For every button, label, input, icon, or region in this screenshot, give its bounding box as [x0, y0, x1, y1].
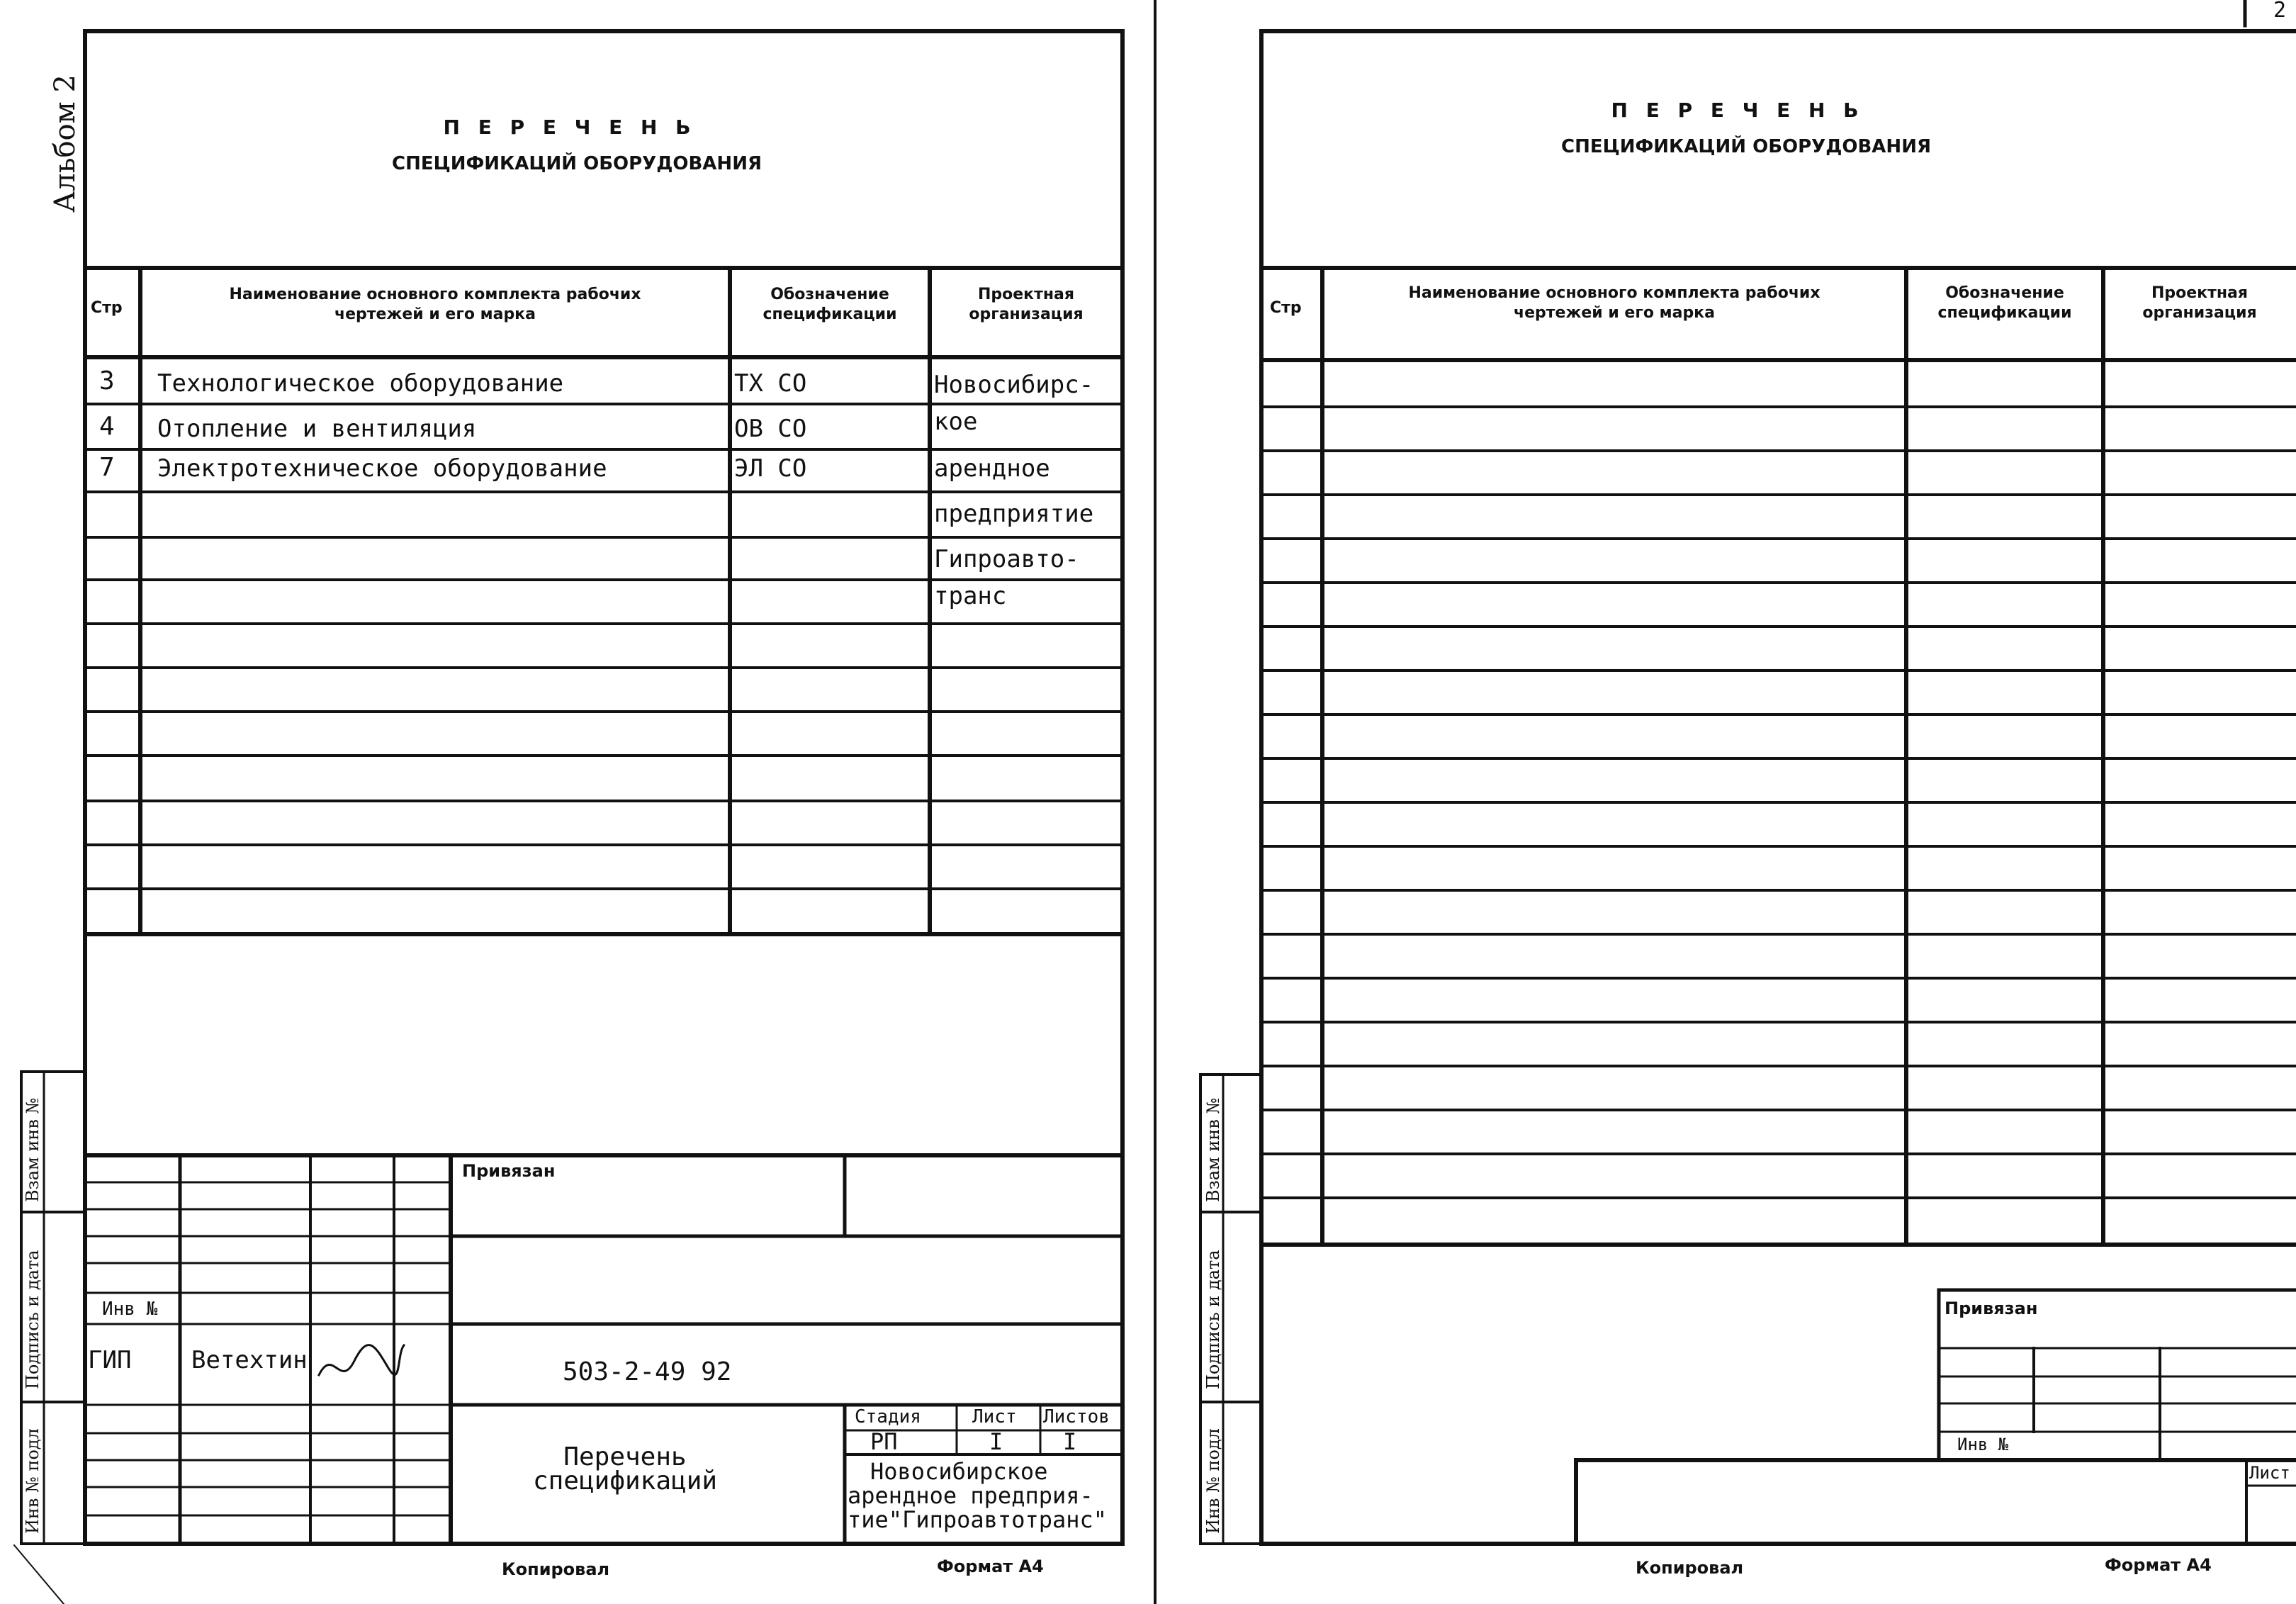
- header-code: [1906, 284, 2103, 323]
- header-page: Стр: [91, 299, 123, 317]
- org-line: транс: [934, 582, 1007, 610]
- sheet-subtitle: СПЕЦИФИКАЦИЙ ОБОРУДОВАНИЯ: [1561, 136, 1931, 157]
- stamp-doc-title-line2: спецификаций: [532, 1466, 718, 1496]
- footer-format: Формат А4: [2105, 1555, 2212, 1575]
- side-label-podpis: Подпись и дата: [1203, 1250, 1223, 1389]
- stamp-inv-no: Инв №: [102, 1299, 158, 1320]
- sheet-subtitle: СПЕЦИФИКАЦИЙ ОБОРУДОВАНИЯ: [392, 153, 762, 174]
- stamp-privyazan: Привязан: [462, 1161, 556, 1181]
- stamp-role: ГИП: [88, 1346, 132, 1374]
- stamp-inv-no: Инв №: [1957, 1435, 2009, 1454]
- footer-copied: Копировал: [502, 1559, 610, 1579]
- header-name-line1: Наименование основного комплекта рабочих: [229, 286, 641, 303]
- side-label-vzam: Взам инв №: [23, 1097, 43, 1202]
- footer-format: Формат А4: [937, 1557, 1044, 1576]
- row-name: Отопление и вентиляция: [157, 415, 477, 443]
- row-page: 3: [99, 366, 115, 396]
- stamp-org-line1: Новосибирское: [870, 1458, 1048, 1485]
- header-name-line1: Наименование основного комплекта рабочих: [1408, 284, 1821, 302]
- row-code: ТХ СО: [734, 369, 807, 398]
- row-name: Электротехническое оборудование: [157, 454, 607, 483]
- side-label-inv-podl: Инв № подл: [23, 1428, 43, 1534]
- stamp-stage-label: Стадия: [855, 1406, 921, 1428]
- sheet-title: П Е Р Е Ч Е Н Ь: [1611, 99, 1864, 122]
- header-code-line2: спецификации: [762, 305, 897, 323]
- stamp-org-line2: арендное предприя-: [848, 1482, 1093, 1509]
- stamp-sheet: I: [989, 1428, 1003, 1455]
- header-page: Стр: [1270, 299, 1302, 317]
- org-line: предприятие: [934, 500, 1094, 528]
- corner-number: 2: [2273, 0, 2287, 23]
- stamp-sheets-label: Листов: [1043, 1406, 1110, 1428]
- header-code: [730, 285, 930, 325]
- stamp-list-label: Лист: [2249, 1463, 2290, 1483]
- header-org: [930, 285, 1122, 325]
- side-label-inv-podl: Инв № подл: [1203, 1428, 1223, 1534]
- org-line: Новосибирс-: [934, 371, 1094, 399]
- row-page: 7: [99, 453, 115, 482]
- side-label-vzam: Взам инв №: [1203, 1097, 1223, 1202]
- side-label-podpis: Подпись и дата: [23, 1250, 43, 1389]
- header-org-line2: организация: [2142, 304, 2257, 322]
- header-code-line2: спецификации: [1937, 304, 2072, 322]
- header-org: [2103, 284, 2296, 323]
- header-name: [140, 285, 730, 325]
- header-code-line1: Обозначение: [770, 286, 889, 303]
- footer-copied: Копировал: [1636, 1558, 1744, 1578]
- org-line: арендное: [934, 454, 1050, 483]
- row-code: ЭЛ СО: [734, 454, 807, 483]
- header-name-line2: чертежей и его марка: [334, 305, 536, 323]
- org-line: кое: [934, 408, 978, 436]
- stamp-privyazan: Привязан: [1945, 1299, 2038, 1318]
- row-code: ОВ СО: [734, 415, 807, 443]
- header-name: [1322, 284, 1906, 323]
- stamp-stage: РП: [870, 1428, 898, 1455]
- header-org-line1: Проектная: [2151, 284, 2249, 302]
- row-page: 4: [99, 412, 115, 441]
- sheet-title: П Е Р Е Ч Е Н Ь: [443, 116, 697, 139]
- stamp-person: Ветехтин: [191, 1346, 308, 1374]
- stamp-doc-title-line1: Перечень: [563, 1442, 687, 1471]
- header-code-line1: Обозначение: [1945, 284, 2064, 302]
- stamp-sheet-label: Лист: [972, 1406, 1017, 1428]
- stamp-org-line3: тие"Гипроавтотранс": [848, 1506, 1108, 1533]
- stamp-doc-code: 503-2-49 92: [563, 1357, 732, 1386]
- header-org-line2: организация: [969, 305, 1084, 323]
- stamp-sheets: I: [1063, 1428, 1077, 1455]
- header-org-line1: Проектная: [977, 286, 1075, 303]
- org-line: Гипроавто-: [934, 545, 1079, 573]
- album-label: Альбом 2: [49, 74, 81, 213]
- row-name: Технологическое оборудование: [157, 369, 564, 398]
- header-name-line2: чертежей и его марка: [1514, 304, 1715, 322]
